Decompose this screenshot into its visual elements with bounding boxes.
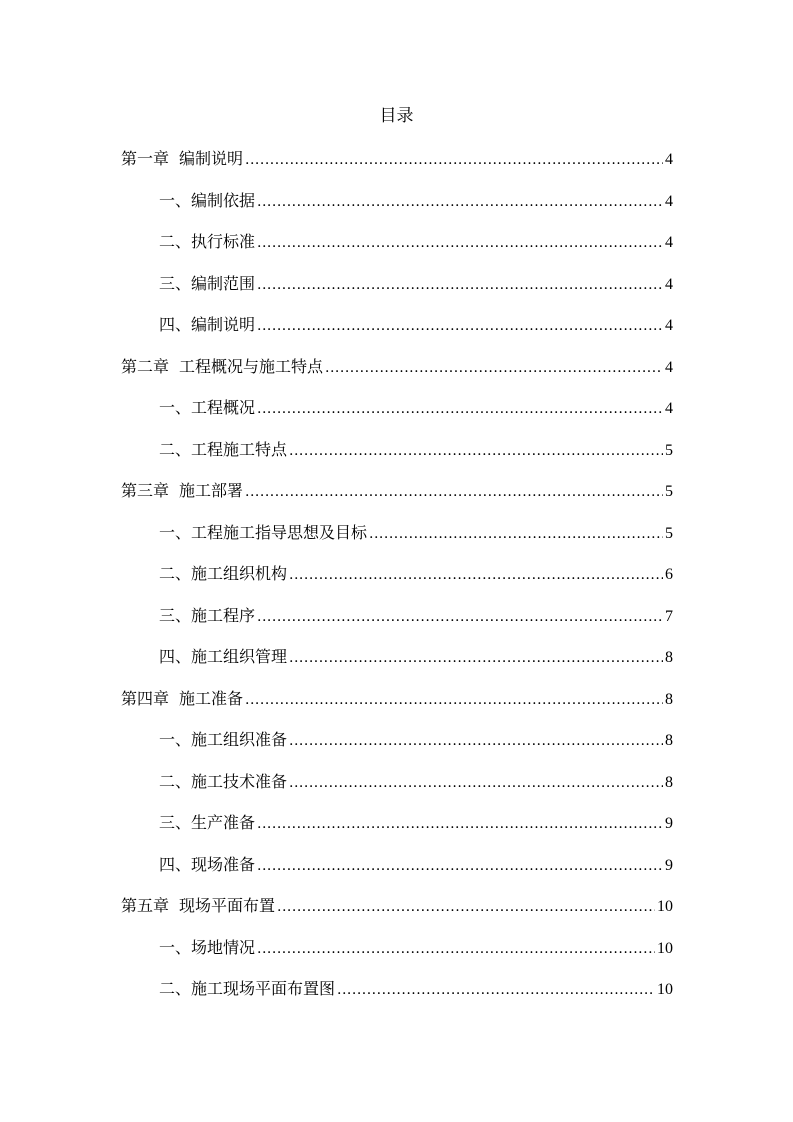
toc-section-entry[interactable]: [121, 271, 673, 313]
toc-section-entry[interactable]: [121, 727, 673, 769]
toc-entry-text: 二、工程施工特点: [159, 439, 288, 459]
toc-dot-leader: [289, 439, 663, 463]
toc-dot-leader: [289, 729, 663, 753]
toc-dot-leader: [337, 978, 655, 1002]
toc-entry-text: 一、施工组织准备: [159, 730, 288, 749]
toc-dot-leader: [289, 646, 663, 670]
toc-section-entry[interactable]: [121, 395, 673, 437]
toc-entry-label: [159, 230, 255, 254]
toc-dot-leader: [257, 854, 663, 878]
toc-entry-label: [159, 811, 255, 835]
toc-section-entry[interactable]: [121, 520, 673, 562]
toc-chapter-number: 第四章: [121, 688, 170, 708]
toc-dot-leader: [289, 771, 663, 795]
toc-entry-text: 施工部署: [179, 481, 244, 500]
toc-section-entry[interactable]: [121, 229, 673, 271]
toc-entry-label: [159, 853, 255, 877]
toc-entry-text: 二、施工组织机构: [159, 564, 288, 583]
toc-dot-leader: [257, 314, 663, 338]
toc-page-number: 4: [665, 151, 673, 168]
toc-page-number: 9: [665, 856, 673, 874]
toc-entry-label: [159, 438, 287, 462]
toc-dot-leader: [257, 231, 663, 255]
toc-entry-label: [159, 313, 255, 337]
toc-entry-label: [159, 272, 255, 296]
toc-page-number: 10: [657, 939, 673, 957]
toc-page-number: 8: [665, 732, 673, 749]
toc-entry-label: [159, 770, 287, 794]
toc-entry-text: 一、场地情况: [159, 937, 256, 957]
toc-entry-text: 三、编制范围: [159, 273, 256, 293]
toc-dot-leader: [245, 148, 663, 172]
toc-page-number: 9: [665, 815, 673, 832]
toc-entry-label: [159, 936, 255, 960]
toc-dot-leader: [325, 356, 663, 380]
toc-section-entry[interactable]: [121, 312, 673, 354]
toc-entry-label: [121, 479, 243, 503]
toc-entry-label: [159, 604, 255, 628]
toc-chapter-entry[interactable]: [121, 893, 673, 935]
toc-section-entry[interactable]: [121, 437, 673, 479]
toc-entry-text: 三、生产准备: [159, 813, 256, 832]
toc-entry-text: 三、施工程序: [159, 605, 256, 625]
toc-section-entry[interactable]: [121, 188, 673, 230]
toc-dot-leader: [257, 605, 663, 629]
toc-dot-leader: [257, 812, 663, 836]
toc-dot-leader: [257, 273, 663, 297]
toc-section-entry[interactable]: [121, 852, 673, 894]
toc-page-number: 10: [657, 898, 673, 915]
toc-chapter-entry[interactable]: [121, 146, 673, 188]
toc-entry-label: [159, 645, 287, 669]
toc-entry-label: [159, 562, 287, 586]
toc-page-number: 4: [665, 192, 673, 210]
toc-entry-text: 一、工程概况: [159, 398, 256, 417]
toc-entry-label: [159, 521, 367, 545]
toc-page-number: 4: [665, 317, 673, 334]
toc-chapter-number: 第二章: [121, 356, 170, 376]
toc-dot-leader: [257, 190, 663, 214]
toc-chapter-entry[interactable]: [121, 354, 673, 396]
toc-page-number: 4: [665, 234, 673, 251]
toc-page-number: 4: [665, 275, 673, 293]
toc-entry-text: 现场平面布置: [179, 896, 276, 915]
toc-entry-label: [121, 894, 275, 918]
toc-chapter-entry[interactable]: [121, 686, 673, 728]
toc-page-number: 4: [665, 400, 673, 417]
toc-entry-label: [121, 687, 243, 711]
toc-entry-label: [121, 147, 243, 171]
toc-dot-leader: [369, 522, 663, 546]
toc-dot-leader: [257, 937, 655, 961]
toc-dot-leader: [245, 688, 663, 712]
toc-page-number: 6: [665, 566, 673, 583]
toc-entry-label: [121, 355, 323, 379]
toc-title: 目录: [379, 106, 414, 126]
toc-section-entry[interactable]: [121, 603, 673, 645]
toc-entry-label: [159, 977, 335, 1001]
toc-entry-text: 二、执行标准: [159, 232, 256, 251]
toc-chapter-number: 第一章: [121, 149, 170, 168]
toc-page-number: 5: [665, 483, 673, 500]
toc-entry-text: 四、施工组织管理: [159, 647, 288, 666]
toc-dot-leader: [289, 563, 663, 587]
toc-section-entry[interactable]: [121, 976, 673, 1018]
toc-entry-text: 二、施工现场平面布置图: [159, 979, 336, 998]
toc-section-entry[interactable]: [121, 644, 673, 686]
toc-entry-label: [159, 396, 255, 420]
toc-page-number: 8: [665, 690, 673, 708]
toc-section-entry[interactable]: [121, 810, 673, 852]
toc-chapter-number: 第五章: [121, 896, 170, 915]
toc-page-number: 8: [665, 649, 673, 666]
toc-section-entry[interactable]: [121, 769, 673, 811]
toc-entry-text: 一、工程施工指导思想及目标: [159, 522, 368, 542]
toc-entry-text: 一、编制依据: [159, 190, 256, 210]
toc-chapter-number: 第三章: [121, 481, 170, 500]
toc-entry-text: 四、现场准备: [159, 854, 256, 874]
toc-entry-text: 二、施工技术准备: [159, 771, 288, 791]
toc-dot-leader: [277, 895, 655, 919]
toc-page-number: 5: [665, 441, 673, 459]
toc-page-number: 8: [665, 773, 673, 791]
toc-entry-text: 工程概况与施工特点: [179, 356, 324, 376]
toc-entry-label: [159, 728, 287, 752]
toc-section-entry[interactable]: [121, 935, 673, 977]
toc-page-number: 7: [665, 607, 673, 625]
toc-page-number: 5: [665, 524, 673, 542]
toc-section-entry[interactable]: [121, 561, 673, 603]
toc-entry-text: 四、编制说明: [159, 315, 256, 334]
toc-chapter-entry[interactable]: [121, 478, 673, 520]
toc-page-number: 10: [657, 981, 673, 998]
table-of-contents: [121, 146, 673, 1018]
toc-entry-text: 编制说明: [179, 149, 244, 168]
toc-dot-leader: [257, 397, 663, 421]
toc-entry-label: [159, 189, 255, 213]
toc-entry-text: 施工准备: [179, 688, 244, 708]
toc-dot-leader: [245, 480, 663, 504]
toc-page-number: 4: [665, 358, 673, 376]
